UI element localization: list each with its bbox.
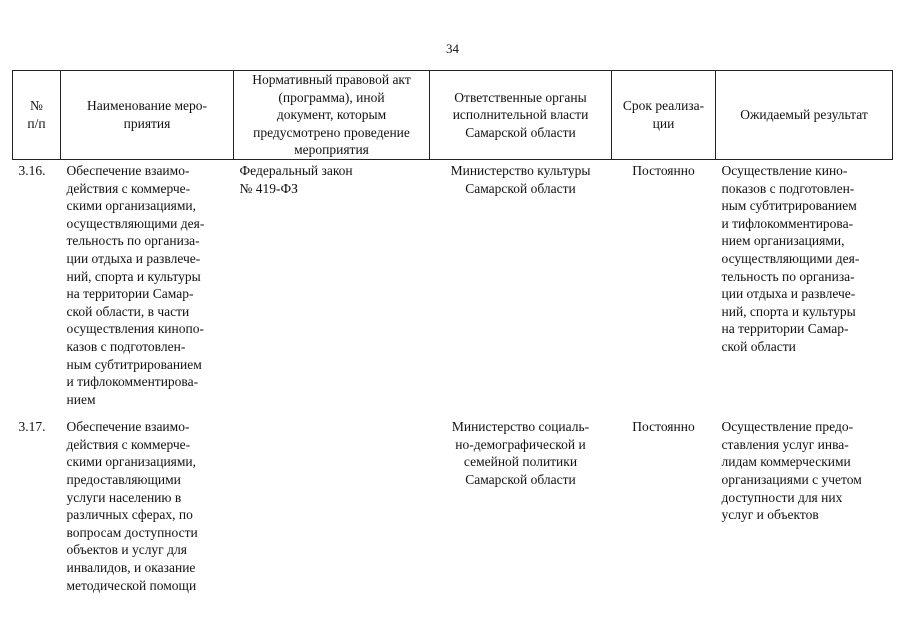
text-line: нием организациями, [721,233,845,249]
text-line: объектов и услуг для [66,542,187,558]
text-line: (программа), иной [278,89,385,105]
page-number: 34 [446,41,459,56]
text-line: предоставляющими [66,472,181,488]
text-line: документ, которым [276,107,387,123]
measures-table [12,70,893,594]
text-line: тельность по организа- [721,268,855,284]
text-line: и тифлокомментирова- [66,374,199,390]
text-line: п/п [27,115,46,131]
text-line: методической помощи [66,577,197,593]
text-line: приятия [123,115,171,131]
text-line: тельность по организа- [66,233,200,249]
text-line: ний, спорта и культуры [721,303,856,319]
text-line: действия с коммерче- [66,436,191,452]
text-line: № [30,98,43,114]
header-responsible-bodies [430,71,612,160]
text-line: ставления услуг инва- [721,436,849,452]
text-line: инвалидов, и оказание [66,560,196,576]
text-line: Срок реализа- [622,98,705,114]
text-line: скими организациями, [66,198,197,214]
text-line: ции отдыха и развлече- [66,250,201,266]
expected-result [716,408,893,594]
text-line: Нормативный правовой акт [252,72,411,87]
expected-result [716,159,893,408]
text-line: казов с подготовлен- [66,338,186,354]
text-line: мероприятия [294,142,369,158]
responsible-body [430,159,612,408]
text-line: различных сферах, по [66,507,193,523]
text-line: исполнительной власти [452,107,589,123]
header-legal-act [234,71,430,160]
text-line: Министерство социаль- [451,419,590,435]
text-line: лидам коммерческими [721,454,851,470]
text-line: Ожидаемый результат [740,107,868,123]
text-line: но-демографической и [455,436,586,452]
text-line: показов с подготовлен- [721,180,855,196]
text-line: услуги населению в [66,489,182,505]
text-line: нием [66,391,96,407]
responsible-body [430,408,612,594]
text-line: ской области, в части [66,303,190,319]
text-line: семейной политики [463,454,578,470]
text-line: Обеспечение взаимо- [66,419,190,435]
implementation-term [612,408,716,594]
header-row [13,71,893,160]
text-line: вопросам доступности [66,524,198,540]
text-line: осуществляющими дея- [66,215,205,231]
text-line: Самарской области [465,472,576,488]
text-line: организациями с учетом [721,472,862,488]
measure-name [61,159,234,408]
text-line: Осуществление предо- [721,419,854,435]
table-row [13,408,893,594]
text-line: предусмотрено проведение [253,124,410,140]
measure-name [61,408,234,594]
text-line: Самарской области [465,180,576,196]
text-line: № 419-ФЗ [239,180,298,196]
text-line: на территории Самар- [721,321,849,337]
text-line: услуг и объектов [721,507,819,523]
header-number [13,71,61,160]
text-line: Министерство культуры [450,162,591,178]
text-line: осуществления кинопо- [66,321,204,337]
text-line: осуществляющими дея- [721,250,860,266]
legal-act [234,408,430,594]
text-line: на территории Самар- [66,286,194,302]
row-number: 3.16. [18,162,46,178]
text-line: ний, спорта и культуры [66,268,201,284]
text-line: Постоянно [632,419,695,435]
text-line: Наименование меро- [86,98,207,114]
text-line: действия с коммерче- [66,180,191,196]
text-line: Постоянно [632,162,695,178]
text-line: Ответственные органы [454,89,587,105]
table-row [13,159,893,408]
row-number: 3.17. [18,419,46,435]
text-line: ным субтитрированием [66,356,202,372]
text-line: ции [652,115,675,131]
text-line: ской области [721,338,796,354]
text-line: Самарской области [465,124,576,140]
text-line: Осуществление кино- [721,162,848,178]
header-name [61,71,234,160]
text-line: ции отдыха и развлече- [721,286,856,302]
text-line: и тифлокомментирова- [721,215,854,231]
header-expected-result [716,71,893,160]
table-header [13,71,893,160]
text-line: Обеспечение взаимо- [66,162,190,178]
header-term [612,71,716,160]
text-line: Федеральный закон [239,162,353,178]
legal-act [234,159,430,408]
text-line: доступности для них [721,489,843,505]
text-line: скими организациями, [66,454,197,470]
implementation-term [612,159,716,408]
table-body [13,159,893,594]
text-line: ным субтитрированием [721,198,857,214]
